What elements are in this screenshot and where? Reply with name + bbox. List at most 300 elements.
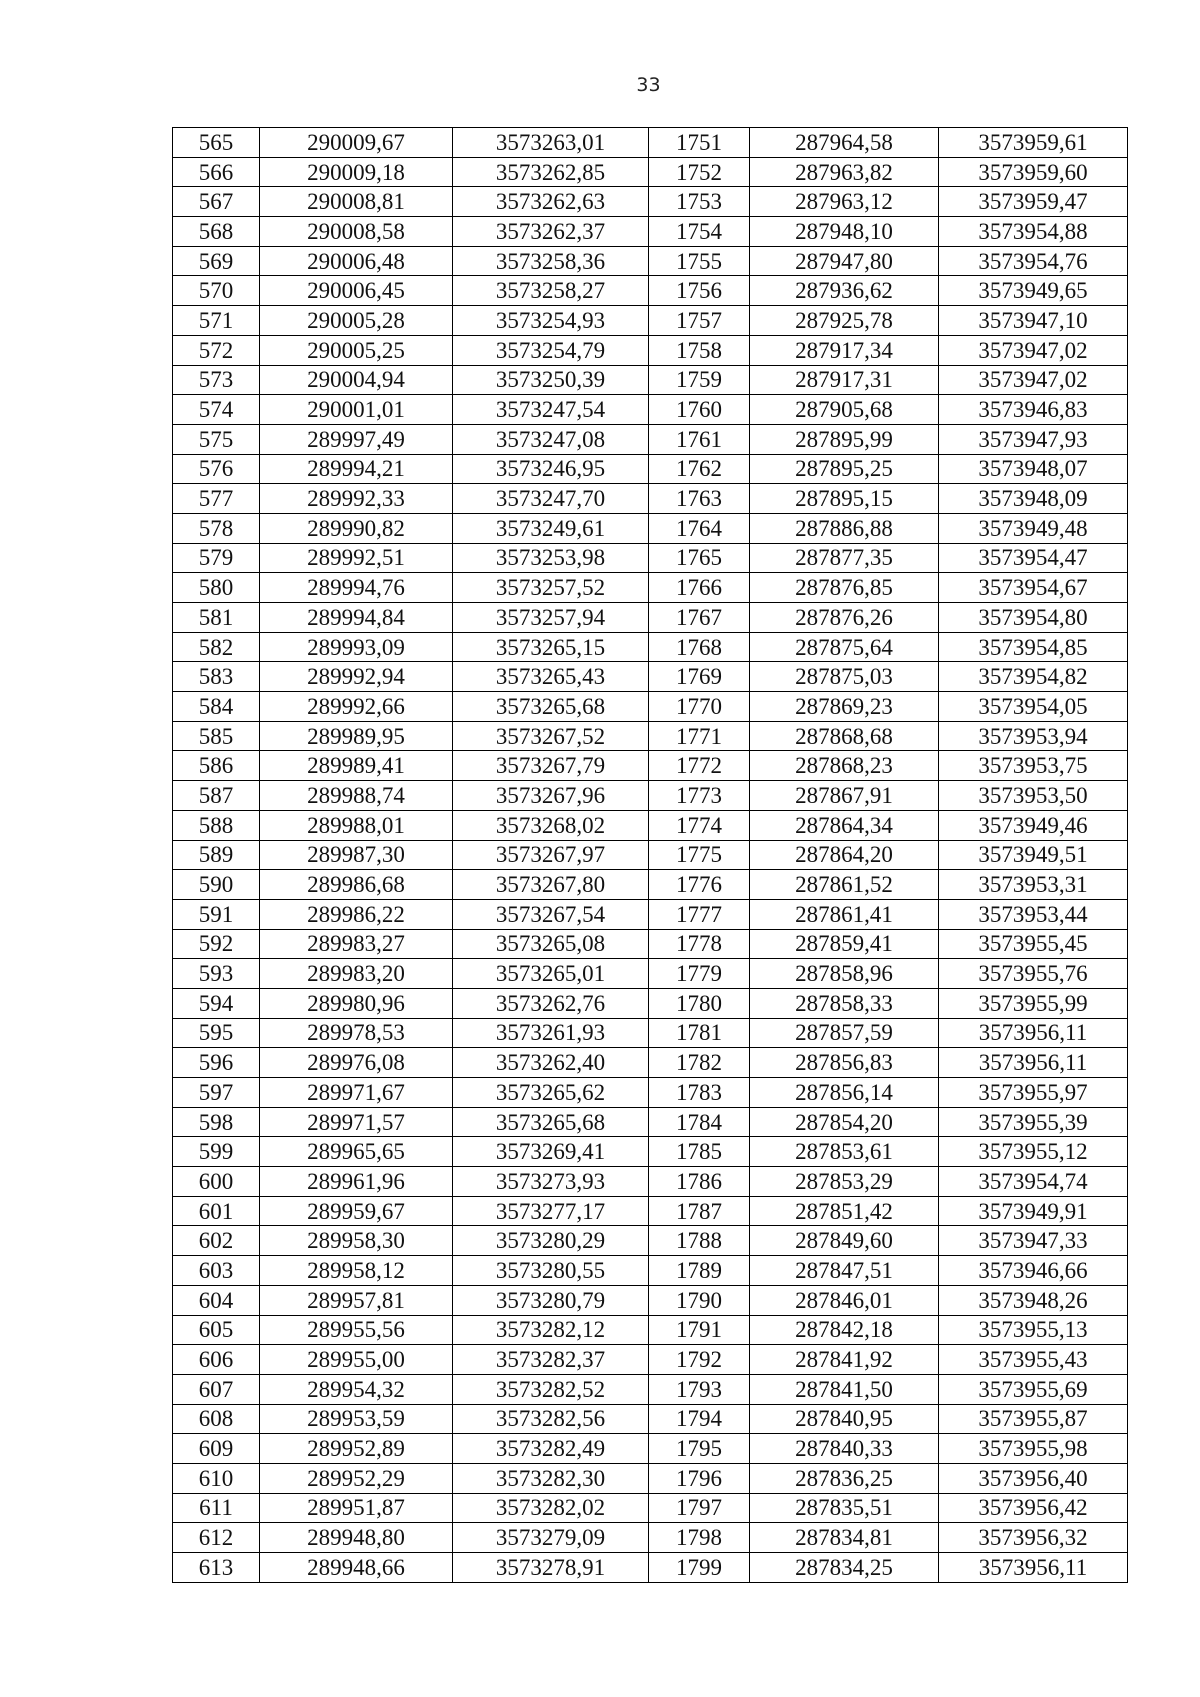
table-row: [173, 395, 1128, 425]
table-body: [173, 128, 1128, 1583]
x-coordinate-b-cell: 287868,68: [750, 721, 939, 751]
y-coordinate-a-cell: 3573247,54: [453, 395, 649, 425]
x-coordinate-a-cell: 289954,32: [260, 1374, 453, 1404]
point-number-a-cell: 592: [173, 929, 260, 959]
table-row: [173, 1463, 1128, 1493]
point-number-a-cell: 585: [173, 721, 260, 751]
table-row: [173, 1078, 1128, 1108]
x-coordinate-b-cell: 287851,42: [750, 1196, 939, 1226]
x-coordinate-b-cell: 287905,68: [750, 395, 939, 425]
point-number-b-cell: 1790: [649, 1285, 750, 1315]
point-number-a-cell: 604: [173, 1285, 260, 1315]
table-row: [173, 1523, 1128, 1553]
x-coordinate-a-cell: 289971,57: [260, 1107, 453, 1137]
point-number-b-cell: 1782: [649, 1048, 750, 1078]
y-coordinate-b-cell: 3573959,47: [939, 187, 1128, 217]
point-number-a-cell: 581: [173, 603, 260, 633]
y-coordinate-b-cell: 3573954,88: [939, 217, 1128, 247]
point-number-a-cell: 597: [173, 1078, 260, 1108]
point-number-b-cell: 1798: [649, 1523, 750, 1553]
x-coordinate-b-cell: 287868,23: [750, 751, 939, 781]
y-coordinate-a-cell: 3573258,36: [453, 246, 649, 276]
x-coordinate-a-cell: 289957,81: [260, 1285, 453, 1315]
point-number-b-cell: 1755: [649, 246, 750, 276]
x-coordinate-b-cell: 287847,51: [750, 1256, 939, 1286]
y-coordinate-b-cell: 3573949,46: [939, 810, 1128, 840]
table-row: [173, 1315, 1128, 1345]
point-number-a-cell: 568: [173, 217, 260, 247]
x-coordinate-a-cell: 290006,48: [260, 246, 453, 276]
x-coordinate-a-cell: 289983,20: [260, 959, 453, 989]
y-coordinate-b-cell: 3573956,11: [939, 1553, 1128, 1583]
table-row: [173, 276, 1128, 306]
x-coordinate-b-cell: 287834,81: [750, 1523, 939, 1553]
y-coordinate-b-cell: 3573954,80: [939, 603, 1128, 633]
point-number-a-cell: 599: [173, 1137, 260, 1167]
point-number-b-cell: 1795: [649, 1434, 750, 1464]
point-number-b-cell: 1787: [649, 1196, 750, 1226]
table-row: [173, 959, 1128, 989]
point-number-b-cell: 1765: [649, 543, 750, 573]
point-number-a-cell: 598: [173, 1107, 260, 1137]
table-row: [173, 1196, 1128, 1226]
x-coordinate-b-cell: 287853,29: [750, 1167, 939, 1197]
y-coordinate-b-cell: 3573959,61: [939, 128, 1128, 158]
y-coordinate-a-cell: 3573265,15: [453, 632, 649, 662]
table-row: [173, 217, 1128, 247]
y-coordinate-a-cell: 3573280,55: [453, 1256, 649, 1286]
y-coordinate-b-cell: 3573954,05: [939, 692, 1128, 722]
table-row: [173, 1374, 1128, 1404]
point-number-a-cell: 593: [173, 959, 260, 989]
x-coordinate-a-cell: 289976,08: [260, 1048, 453, 1078]
x-coordinate-b-cell: 287856,83: [750, 1048, 939, 1078]
y-coordinate-b-cell: 3573954,82: [939, 662, 1128, 692]
x-coordinate-a-cell: 289948,66: [260, 1553, 453, 1583]
x-coordinate-b-cell: 287895,25: [750, 454, 939, 484]
table-row: [173, 603, 1128, 633]
y-coordinate-a-cell: 3573267,80: [453, 870, 649, 900]
x-coordinate-a-cell: 290006,45: [260, 276, 453, 306]
point-number-b-cell: 1794: [649, 1404, 750, 1434]
x-coordinate-a-cell: 289994,76: [260, 573, 453, 603]
table-row: [173, 1553, 1128, 1583]
point-number-b-cell: 1774: [649, 810, 750, 840]
point-number-b-cell: 1797: [649, 1493, 750, 1523]
point-number-a-cell: 594: [173, 988, 260, 1018]
point-number-b-cell: 1758: [649, 335, 750, 365]
table-row: [173, 899, 1128, 929]
point-number-a-cell: 611: [173, 1493, 260, 1523]
y-coordinate-b-cell: 3573956,11: [939, 1018, 1128, 1048]
y-coordinate-a-cell: 3573282,12: [453, 1315, 649, 1345]
point-number-b-cell: 1760: [649, 395, 750, 425]
x-coordinate-a-cell: 290005,25: [260, 335, 453, 365]
table-row: [173, 246, 1128, 276]
x-coordinate-b-cell: 287849,60: [750, 1226, 939, 1256]
point-number-a-cell: 605: [173, 1315, 260, 1345]
point-number-a-cell: 582: [173, 632, 260, 662]
point-number-b-cell: 1786: [649, 1167, 750, 1197]
table-row: [173, 662, 1128, 692]
x-coordinate-b-cell: 287917,34: [750, 335, 939, 365]
y-coordinate-a-cell: 3573246,95: [453, 454, 649, 484]
table-row: [173, 1285, 1128, 1315]
y-coordinate-b-cell: 3573955,45: [939, 929, 1128, 959]
x-coordinate-b-cell: 287842,18: [750, 1315, 939, 1345]
y-coordinate-a-cell: 3573263,01: [453, 128, 649, 158]
x-coordinate-b-cell: 287840,33: [750, 1434, 939, 1464]
y-coordinate-a-cell: 3573253,98: [453, 543, 649, 573]
y-coordinate-b-cell: 3573947,02: [939, 365, 1128, 395]
y-coordinate-a-cell: 3573247,08: [453, 424, 649, 454]
y-coordinate-b-cell: 3573948,07: [939, 454, 1128, 484]
point-number-b-cell: 1759: [649, 365, 750, 395]
point-number-b-cell: 1783: [649, 1078, 750, 1108]
y-coordinate-a-cell: 3573257,52: [453, 573, 649, 603]
y-coordinate-a-cell: 3573265,08: [453, 929, 649, 959]
y-coordinate-b-cell: 3573953,44: [939, 899, 1128, 929]
y-coordinate-a-cell: 3573250,39: [453, 365, 649, 395]
x-coordinate-a-cell: 289955,56: [260, 1315, 453, 1345]
point-number-a-cell: 591: [173, 899, 260, 929]
x-coordinate-b-cell: 287859,41: [750, 929, 939, 959]
table-row: [173, 157, 1128, 187]
point-number-b-cell: 1777: [649, 899, 750, 929]
x-coordinate-a-cell: 289992,94: [260, 662, 453, 692]
x-coordinate-b-cell: 287857,59: [750, 1018, 939, 1048]
x-coordinate-a-cell: 290008,81: [260, 187, 453, 217]
y-coordinate-b-cell: 3573959,60: [939, 157, 1128, 187]
y-coordinate-b-cell: 3573954,74: [939, 1167, 1128, 1197]
x-coordinate-b-cell: 287925,78: [750, 306, 939, 336]
x-coordinate-b-cell: 287853,61: [750, 1137, 939, 1167]
point-number-b-cell: 1771: [649, 721, 750, 751]
point-number-a-cell: 588: [173, 810, 260, 840]
point-number-a-cell: 584: [173, 692, 260, 722]
x-coordinate-a-cell: 289989,95: [260, 721, 453, 751]
x-coordinate-a-cell: 290004,94: [260, 365, 453, 395]
x-coordinate-b-cell: 287917,31: [750, 365, 939, 395]
point-number-a-cell: 566: [173, 157, 260, 187]
y-coordinate-a-cell: 3573280,29: [453, 1226, 649, 1256]
y-coordinate-a-cell: 3573282,56: [453, 1404, 649, 1434]
point-number-b-cell: 1756: [649, 276, 750, 306]
y-coordinate-a-cell: 3573265,43: [453, 662, 649, 692]
table-row: [173, 1048, 1128, 1078]
point-number-b-cell: 1757: [649, 306, 750, 336]
y-coordinate-a-cell: 3573262,40: [453, 1048, 649, 1078]
y-coordinate-b-cell: 3573948,26: [939, 1285, 1128, 1315]
x-coordinate-a-cell: 289971,67: [260, 1078, 453, 1108]
x-coordinate-a-cell: 289992,51: [260, 543, 453, 573]
point-number-a-cell: 578: [173, 513, 260, 543]
y-coordinate-a-cell: 3573268,02: [453, 810, 649, 840]
point-number-b-cell: 1762: [649, 454, 750, 484]
y-coordinate-a-cell: 3573265,68: [453, 1107, 649, 1137]
y-coordinate-a-cell: 3573282,49: [453, 1434, 649, 1464]
point-number-a-cell: 575: [173, 424, 260, 454]
x-coordinate-a-cell: 290008,58: [260, 217, 453, 247]
y-coordinate-b-cell: 3573947,93: [939, 424, 1128, 454]
point-number-a-cell: 595: [173, 1018, 260, 1048]
coordinates-table: [172, 127, 1128, 1583]
x-coordinate-a-cell: 289997,49: [260, 424, 453, 454]
point-number-a-cell: 596: [173, 1048, 260, 1078]
x-coordinate-a-cell: 289983,27: [260, 929, 453, 959]
y-coordinate-a-cell: 3573267,54: [453, 899, 649, 929]
y-coordinate-a-cell: 3573261,93: [453, 1018, 649, 1048]
x-coordinate-a-cell: 289978,53: [260, 1018, 453, 1048]
y-coordinate-a-cell: 3573249,61: [453, 513, 649, 543]
y-coordinate-b-cell: 3573955,98: [939, 1434, 1128, 1464]
x-coordinate-b-cell: 287861,52: [750, 870, 939, 900]
x-coordinate-b-cell: 287963,82: [750, 157, 939, 187]
point-number-b-cell: 1761: [649, 424, 750, 454]
x-coordinate-b-cell: 287869,23: [750, 692, 939, 722]
y-coordinate-b-cell: 3573956,40: [939, 1463, 1128, 1493]
x-coordinate-a-cell: 289958,12: [260, 1256, 453, 1286]
y-coordinate-a-cell: 3573282,30: [453, 1463, 649, 1493]
point-number-b-cell: 1767: [649, 603, 750, 633]
y-coordinate-a-cell: 3573279,09: [453, 1523, 649, 1553]
x-coordinate-a-cell: 290001,01: [260, 395, 453, 425]
x-coordinate-a-cell: 289986,22: [260, 899, 453, 929]
y-coordinate-a-cell: 3573254,93: [453, 306, 649, 336]
table-row: [173, 1107, 1128, 1137]
x-coordinate-a-cell: 289965,65: [260, 1137, 453, 1167]
x-coordinate-b-cell: 287836,25: [750, 1463, 939, 1493]
y-coordinate-a-cell: 3573262,37: [453, 217, 649, 247]
x-coordinate-a-cell: 289952,89: [260, 1434, 453, 1464]
x-coordinate-a-cell: 289988,74: [260, 781, 453, 811]
y-coordinate-b-cell: 3573946,83: [939, 395, 1128, 425]
point-number-b-cell: 1779: [649, 959, 750, 989]
table-row: [173, 1167, 1128, 1197]
x-coordinate-a-cell: 289987,30: [260, 840, 453, 870]
point-number-a-cell: 607: [173, 1374, 260, 1404]
point-number-a-cell: 572: [173, 335, 260, 365]
y-coordinate-b-cell: 3573956,32: [939, 1523, 1128, 1553]
point-number-a-cell: 609: [173, 1434, 260, 1464]
table-row: [173, 424, 1128, 454]
point-number-b-cell: 1788: [649, 1226, 750, 1256]
x-coordinate-b-cell: 287895,15: [750, 484, 939, 514]
point-number-a-cell: 613: [173, 1553, 260, 1583]
x-coordinate-b-cell: 287846,01: [750, 1285, 939, 1315]
point-number-a-cell: 573: [173, 365, 260, 395]
x-coordinate-a-cell: 289994,21: [260, 454, 453, 484]
x-coordinate-a-cell: 289961,96: [260, 1167, 453, 1197]
y-coordinate-a-cell: 3573258,27: [453, 276, 649, 306]
x-coordinate-b-cell: 287854,20: [750, 1107, 939, 1137]
y-coordinate-b-cell: 3573954,85: [939, 632, 1128, 662]
x-coordinate-a-cell: 289955,00: [260, 1345, 453, 1375]
x-coordinate-b-cell: 287867,91: [750, 781, 939, 811]
page-number: 33: [636, 74, 661, 96]
y-coordinate-b-cell: 3573947,02: [939, 335, 1128, 365]
table-row: [173, 1137, 1128, 1167]
point-number-a-cell: 579: [173, 543, 260, 573]
point-number-b-cell: 1753: [649, 187, 750, 217]
x-coordinate-a-cell: 290005,28: [260, 306, 453, 336]
x-coordinate-a-cell: 289990,82: [260, 513, 453, 543]
point-number-a-cell: 574: [173, 395, 260, 425]
y-coordinate-a-cell: 3573257,94: [453, 603, 649, 633]
y-coordinate-a-cell: 3573247,70: [453, 484, 649, 514]
point-number-b-cell: 1766: [649, 573, 750, 603]
table-row: [173, 632, 1128, 662]
point-number-a-cell: 565: [173, 128, 260, 158]
point-number-b-cell: 1751: [649, 128, 750, 158]
point-number-b-cell: 1793: [649, 1374, 750, 1404]
point-number-a-cell: 587: [173, 781, 260, 811]
x-coordinate-b-cell: 287964,58: [750, 128, 939, 158]
x-coordinate-a-cell: 290009,67: [260, 128, 453, 158]
x-coordinate-b-cell: 287875,03: [750, 662, 939, 692]
point-number-a-cell: 601: [173, 1196, 260, 1226]
table-row: [173, 840, 1128, 870]
table-row: [173, 454, 1128, 484]
x-coordinate-a-cell: 289951,87: [260, 1493, 453, 1523]
y-coordinate-b-cell: 3573948,09: [939, 484, 1128, 514]
y-coordinate-a-cell: 3573282,02: [453, 1493, 649, 1523]
point-number-b-cell: 1775: [649, 840, 750, 870]
point-number-b-cell: 1778: [649, 929, 750, 959]
point-number-a-cell: 603: [173, 1256, 260, 1286]
x-coordinate-b-cell: 287835,51: [750, 1493, 939, 1523]
point-number-a-cell: 580: [173, 573, 260, 603]
y-coordinate-a-cell: 3573269,41: [453, 1137, 649, 1167]
y-coordinate-a-cell: 3573277,17: [453, 1196, 649, 1226]
table-row: [173, 870, 1128, 900]
y-coordinate-a-cell: 3573265,68: [453, 692, 649, 722]
point-number-a-cell: 586: [173, 751, 260, 781]
table-row: [173, 1434, 1128, 1464]
y-coordinate-b-cell: 3573955,99: [939, 988, 1128, 1018]
table-row: [173, 128, 1128, 158]
x-coordinate-b-cell: 287864,34: [750, 810, 939, 840]
table-row: [173, 1493, 1128, 1523]
point-number-a-cell: 610: [173, 1463, 260, 1493]
y-coordinate-a-cell: 3573262,76: [453, 988, 649, 1018]
x-coordinate-a-cell: 289959,67: [260, 1196, 453, 1226]
point-number-b-cell: 1776: [649, 870, 750, 900]
x-coordinate-b-cell: 287886,88: [750, 513, 939, 543]
x-coordinate-b-cell: 287963,12: [750, 187, 939, 217]
x-coordinate-a-cell: 289952,29: [260, 1463, 453, 1493]
point-number-b-cell: 1799: [649, 1553, 750, 1583]
y-coordinate-b-cell: 3573955,39: [939, 1107, 1128, 1137]
y-coordinate-b-cell: 3573955,87: [939, 1404, 1128, 1434]
x-coordinate-a-cell: 289958,30: [260, 1226, 453, 1256]
point-number-b-cell: 1789: [649, 1256, 750, 1286]
point-number-b-cell: 1792: [649, 1345, 750, 1375]
y-coordinate-b-cell: 3573955,97: [939, 1078, 1128, 1108]
x-coordinate-b-cell: 287877,35: [750, 543, 939, 573]
table-row: [173, 1345, 1128, 1375]
y-coordinate-a-cell: 3573262,85: [453, 157, 649, 187]
x-coordinate-a-cell: 289948,80: [260, 1523, 453, 1553]
y-coordinate-a-cell: 3573267,97: [453, 840, 649, 870]
x-coordinate-a-cell: 289993,09: [260, 632, 453, 662]
y-coordinate-a-cell: 3573282,37: [453, 1345, 649, 1375]
point-number-b-cell: 1780: [649, 988, 750, 1018]
y-coordinate-b-cell: 3573956,11: [939, 1048, 1128, 1078]
x-coordinate-b-cell: 287834,25: [750, 1553, 939, 1583]
point-number-b-cell: 1785: [649, 1137, 750, 1167]
point-number-b-cell: 1769: [649, 662, 750, 692]
point-number-a-cell: 577: [173, 484, 260, 514]
y-coordinate-a-cell: 3573273,93: [453, 1167, 649, 1197]
point-number-b-cell: 1781: [649, 1018, 750, 1048]
point-number-b-cell: 1773: [649, 781, 750, 811]
x-coordinate-a-cell: 290009,18: [260, 157, 453, 187]
y-coordinate-a-cell: 3573278,91: [453, 1553, 649, 1583]
point-number-b-cell: 1754: [649, 217, 750, 247]
point-number-b-cell: 1791: [649, 1315, 750, 1345]
table-row: [173, 573, 1128, 603]
y-coordinate-a-cell: 3573267,96: [453, 781, 649, 811]
y-coordinate-b-cell: 3573953,75: [939, 751, 1128, 781]
y-coordinate-a-cell: 3573265,62: [453, 1078, 649, 1108]
table-row: [173, 306, 1128, 336]
x-coordinate-a-cell: 289989,41: [260, 751, 453, 781]
y-coordinate-b-cell: 3573949,51: [939, 840, 1128, 870]
y-coordinate-b-cell: 3573949,48: [939, 513, 1128, 543]
table-row: [173, 929, 1128, 959]
table-row: [173, 513, 1128, 543]
table-row: [173, 543, 1128, 573]
x-coordinate-b-cell: 287895,99: [750, 424, 939, 454]
point-number-a-cell: 570: [173, 276, 260, 306]
y-coordinate-b-cell: 3573953,31: [939, 870, 1128, 900]
table-row: [173, 1256, 1128, 1286]
point-number-b-cell: 1772: [649, 751, 750, 781]
x-coordinate-b-cell: 287947,80: [750, 246, 939, 276]
y-coordinate-a-cell: 3573267,52: [453, 721, 649, 751]
point-number-a-cell: 567: [173, 187, 260, 217]
y-coordinate-a-cell: 3573282,52: [453, 1374, 649, 1404]
point-number-a-cell: 571: [173, 306, 260, 336]
y-coordinate-b-cell: 3573949,91: [939, 1196, 1128, 1226]
point-number-a-cell: 589: [173, 840, 260, 870]
y-coordinate-b-cell: 3573946,66: [939, 1256, 1128, 1286]
x-coordinate-b-cell: 287858,96: [750, 959, 939, 989]
x-coordinate-b-cell: 287856,14: [750, 1078, 939, 1108]
y-coordinate-a-cell: 3573262,63: [453, 187, 649, 217]
y-coordinate-b-cell: 3573954,67: [939, 573, 1128, 603]
y-coordinate-b-cell: 3573947,10: [939, 306, 1128, 336]
point-number-a-cell: 608: [173, 1404, 260, 1434]
point-number-a-cell: 602: [173, 1226, 260, 1256]
point-number-b-cell: 1784: [649, 1107, 750, 1137]
table-row: [173, 335, 1128, 365]
x-coordinate-b-cell: 287876,85: [750, 573, 939, 603]
x-coordinate-b-cell: 287876,26: [750, 603, 939, 633]
table-row: [173, 1226, 1128, 1256]
table-row: [173, 988, 1128, 1018]
table-row: [173, 751, 1128, 781]
table-row: [173, 781, 1128, 811]
point-number-b-cell: 1752: [649, 157, 750, 187]
point-number-a-cell: 612: [173, 1523, 260, 1553]
x-coordinate-a-cell: 289994,84: [260, 603, 453, 633]
x-coordinate-b-cell: 287858,33: [750, 988, 939, 1018]
point-number-a-cell: 569: [173, 246, 260, 276]
y-coordinate-b-cell: 3573949,65: [939, 276, 1128, 306]
point-number-a-cell: 583: [173, 662, 260, 692]
